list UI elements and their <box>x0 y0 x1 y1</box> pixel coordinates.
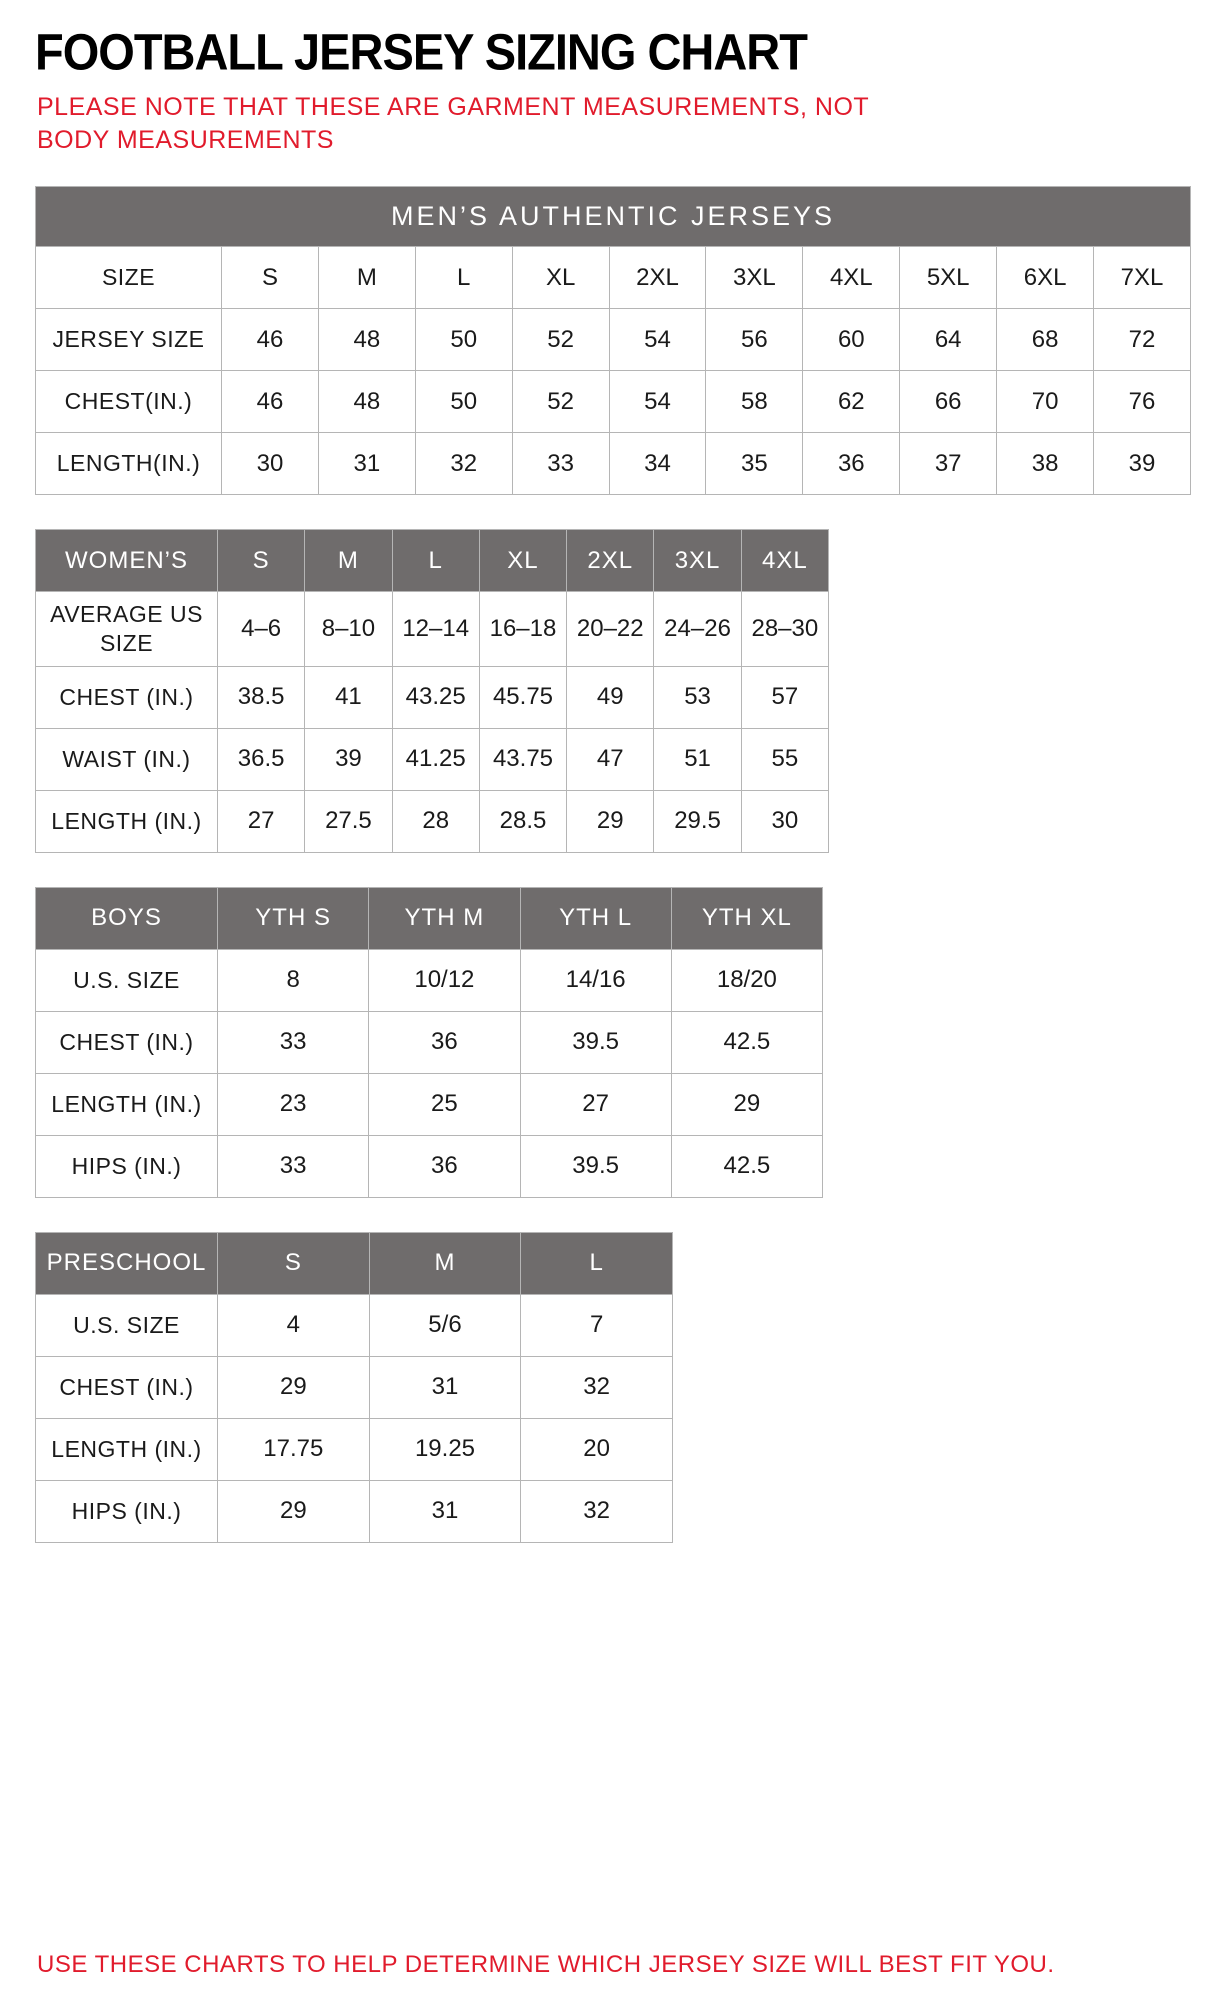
mens-cell: 64 <box>900 309 997 371</box>
womens-header-cell: 2XL <box>567 530 654 592</box>
boys-cell: 33 <box>218 1135 369 1197</box>
womens-cell: 51 <box>654 728 741 790</box>
boys-cell: 18/20 <box>671 949 822 1011</box>
womens-cell: 12–14 <box>392 592 479 667</box>
mens-cell: S <box>222 247 319 309</box>
boys-cell: 29 <box>671 1073 822 1135</box>
womens-cell: 41 <box>305 666 392 728</box>
mens-cell: 48 <box>318 371 415 433</box>
mens-cell: 46 <box>222 371 319 433</box>
mens-cell: 48 <box>318 309 415 371</box>
mens-cell: 68 <box>997 309 1094 371</box>
mens-cell: 62 <box>803 371 900 433</box>
preschool-header-cell: M <box>369 1232 521 1294</box>
boys-table-row <box>36 1011 823 1073</box>
mens-cell: 70 <box>997 371 1094 433</box>
mens-cell: 35 <box>706 433 803 495</box>
boys-cell: 25 <box>369 1073 520 1135</box>
preschool-cell: 5/6 <box>369 1294 521 1356</box>
boys-row-label: CHEST (IN.) <box>36 1011 218 1073</box>
footer-advice-text: USE THESE CHARTS TO HELP DETERMINE WHICH JERSEY SIZE WILL BEST FIT YOU. <box>37 1950 1055 1978</box>
mens-cell: 6XL <box>997 247 1094 309</box>
preschool-cell: 32 <box>521 1356 673 1418</box>
mens-cell: 38 <box>997 433 1094 495</box>
womens-header-cell: 4XL <box>741 530 828 592</box>
mens-title-row <box>36 187 1191 247</box>
boys-header-cell: YTH XL <box>671 887 822 949</box>
preschool-row-label: LENGTH (IN.) <box>36 1418 218 1480</box>
womens-table-row <box>36 592 829 667</box>
womens-table-row <box>36 728 829 790</box>
preschool-cell: 20 <box>521 1418 673 1480</box>
boys-cell: 42.5 <box>671 1135 822 1197</box>
mens-cell: 3XL <box>706 247 803 309</box>
boys-header-cell: YTH S <box>218 887 369 949</box>
mens-cell: 32 <box>415 433 512 495</box>
boys-row-label: LENGTH (IN.) <box>36 1073 218 1135</box>
boys-row-label: HIPS (IN.) <box>36 1135 218 1197</box>
mens-cell: 46 <box>222 309 319 371</box>
womens-cell: 38.5 <box>218 666 305 728</box>
boys-table-row <box>36 949 823 1011</box>
preschool-cell: 31 <box>369 1480 521 1542</box>
preschool-cell: 31 <box>369 1356 521 1418</box>
womens-cell: 27 <box>218 790 305 852</box>
womens-row-label: LENGTH (IN.) <box>36 790 218 852</box>
boys-table-row <box>36 1073 823 1135</box>
boys-row-label: U.S. SIZE <box>36 949 218 1011</box>
boys-cell: 14/16 <box>520 949 671 1011</box>
preschool-table-row <box>36 1294 673 1356</box>
womens-cell: 28–30 <box>741 592 828 667</box>
womens-cell: 29 <box>567 790 654 852</box>
boys-header-label: BOYS <box>36 887 218 949</box>
womens-cell: 55 <box>741 728 828 790</box>
boys-cell: 42.5 <box>671 1011 822 1073</box>
womens-header-row <box>36 530 829 592</box>
womens-table-row <box>36 666 829 728</box>
womens-cell: 16–18 <box>479 592 566 667</box>
womens-cell: 57 <box>741 666 828 728</box>
mens-table-row <box>36 433 1191 495</box>
womens-cell: 27.5 <box>305 790 392 852</box>
mens-cell: 39 <box>1094 433 1191 495</box>
womens-cell: 39 <box>305 728 392 790</box>
preschool-cell: 17.75 <box>218 1418 370 1480</box>
mens-cell: 30 <box>222 433 319 495</box>
mens-table-row <box>36 247 1191 309</box>
womens-row-label: CHEST (IN.) <box>36 666 218 728</box>
womens-table-row <box>36 790 829 852</box>
mens-cell: 60 <box>803 309 900 371</box>
womens-cell: 47 <box>567 728 654 790</box>
preschool-row-label: HIPS (IN.) <box>36 1480 218 1542</box>
boys-cell: 36 <box>369 1135 520 1197</box>
womens-cell: 43.25 <box>392 666 479 728</box>
garment-measurements-note: PLEASE NOTE THAT THESE ARE GARMENT MEASUREMENTS, NOT BODY MEASUREMENTS <box>37 93 869 154</box>
womens-cell: 45.75 <box>479 666 566 728</box>
mens-row-label: LENGTH(IN.) <box>36 433 222 495</box>
womens-header-cell: L <box>392 530 479 592</box>
boys-header-row <box>36 887 823 949</box>
preschool-header-label: PRESCHOOL <box>36 1232 218 1294</box>
preschool-row-label: CHEST (IN.) <box>36 1356 218 1418</box>
preschool-header-cell: S <box>218 1232 370 1294</box>
boys-cell: 33 <box>218 1011 369 1073</box>
preschool-header-row <box>36 1232 673 1294</box>
mens-cell: 33 <box>512 433 609 495</box>
mens-cell: 34 <box>609 433 706 495</box>
mens-cell: 76 <box>1094 371 1191 433</box>
womens-cell: 41.25 <box>392 728 479 790</box>
womens-cell: 30 <box>741 790 828 852</box>
mens-row-label: CHEST(IN.) <box>36 371 222 433</box>
womens-cell: 8–10 <box>305 592 392 667</box>
womens-cell: 28.5 <box>479 790 566 852</box>
preschool-table-row <box>36 1356 673 1418</box>
boys-cell: 8 <box>218 949 369 1011</box>
womens-header-cell: XL <box>479 530 566 592</box>
page-title: FOOTBALL JERSEY SIZING CHART <box>35 23 807 81</box>
womens-cell: 24–26 <box>654 592 741 667</box>
mens-cell: L <box>415 247 512 309</box>
size-tables-container <box>35 186 1190 1543</box>
womens-cell: 4–6 <box>218 592 305 667</box>
mens-cell: 56 <box>706 309 803 371</box>
preschool-header-cell: L <box>521 1232 673 1294</box>
mens-cell: 54 <box>609 371 706 433</box>
mens-cell: M <box>318 247 415 309</box>
womens-cell: 49 <box>567 666 654 728</box>
womens-row-label: AVERAGE US SIZE <box>36 592 218 667</box>
preschool-cell: 29 <box>218 1480 370 1542</box>
boys-cell: 23 <box>218 1073 369 1135</box>
mens-table-row <box>36 371 1191 433</box>
boys-table-row <box>36 1135 823 1197</box>
womens-cell: 36.5 <box>218 728 305 790</box>
boys-cell: 27 <box>520 1073 671 1135</box>
preschool-cell: 29 <box>218 1356 370 1418</box>
boys-header-cell: YTH L <box>520 887 671 949</box>
mens-cell: 50 <box>415 309 512 371</box>
preschool-table-row <box>36 1480 673 1542</box>
mens-table-title: MEN’S AUTHENTIC JERSEYS <box>36 187 1191 247</box>
mens-cell: 4XL <box>803 247 900 309</box>
womens-cell: 28 <box>392 790 479 852</box>
boys-header-cell: YTH M <box>369 887 520 949</box>
mens-cell: 7XL <box>1094 247 1191 309</box>
mens-row-label: SIZE <box>36 247 222 309</box>
mens-cell: 31 <box>318 433 415 495</box>
mens-cell: 50 <box>415 371 512 433</box>
womens-header-cell: 3XL <box>654 530 741 592</box>
womens-header-cell: M <box>305 530 392 592</box>
mens-table-row <box>36 309 1191 371</box>
mens-row-label: JERSEY SIZE <box>36 309 222 371</box>
boys-cell: 39.5 <box>520 1011 671 1073</box>
preschool-cell: 19.25 <box>369 1418 521 1480</box>
womens-header-label: WOMEN’S <box>36 530 218 592</box>
mens-cell: 2XL <box>609 247 706 309</box>
preschool-cell: 4 <box>218 1294 370 1356</box>
womens-cell: 29.5 <box>654 790 741 852</box>
mens-cell: XL <box>512 247 609 309</box>
preschool-cell: 32 <box>521 1480 673 1542</box>
mens-cell: 52 <box>512 371 609 433</box>
boys-cell: 36 <box>369 1011 520 1073</box>
mens-cell: 58 <box>706 371 803 433</box>
mens-cell: 66 <box>900 371 997 433</box>
preschool-table-row <box>36 1418 673 1480</box>
mens-cell: 54 <box>609 309 706 371</box>
preschool-row-label: U.S. SIZE <box>36 1294 218 1356</box>
preschool-cell: 7 <box>521 1294 673 1356</box>
womens-header-cell: S <box>218 530 305 592</box>
boys-cell: 10/12 <box>369 949 520 1011</box>
mens-size-table <box>35 186 1191 495</box>
mens-cell: 72 <box>1094 309 1191 371</box>
mens-cell: 36 <box>803 433 900 495</box>
preschool-size-table <box>35 1232 673 1543</box>
boys-cell: 39.5 <box>520 1135 671 1197</box>
womens-cell: 43.75 <box>479 728 566 790</box>
womens-row-label: WAIST (IN.) <box>36 728 218 790</box>
mens-cell: 37 <box>900 433 997 495</box>
womens-cell: 53 <box>654 666 741 728</box>
womens-cell: 20–22 <box>567 592 654 667</box>
mens-cell: 5XL <box>900 247 997 309</box>
womens-size-table <box>35 529 829 853</box>
mens-cell: 52 <box>512 309 609 371</box>
boys-size-table <box>35 887 823 1198</box>
